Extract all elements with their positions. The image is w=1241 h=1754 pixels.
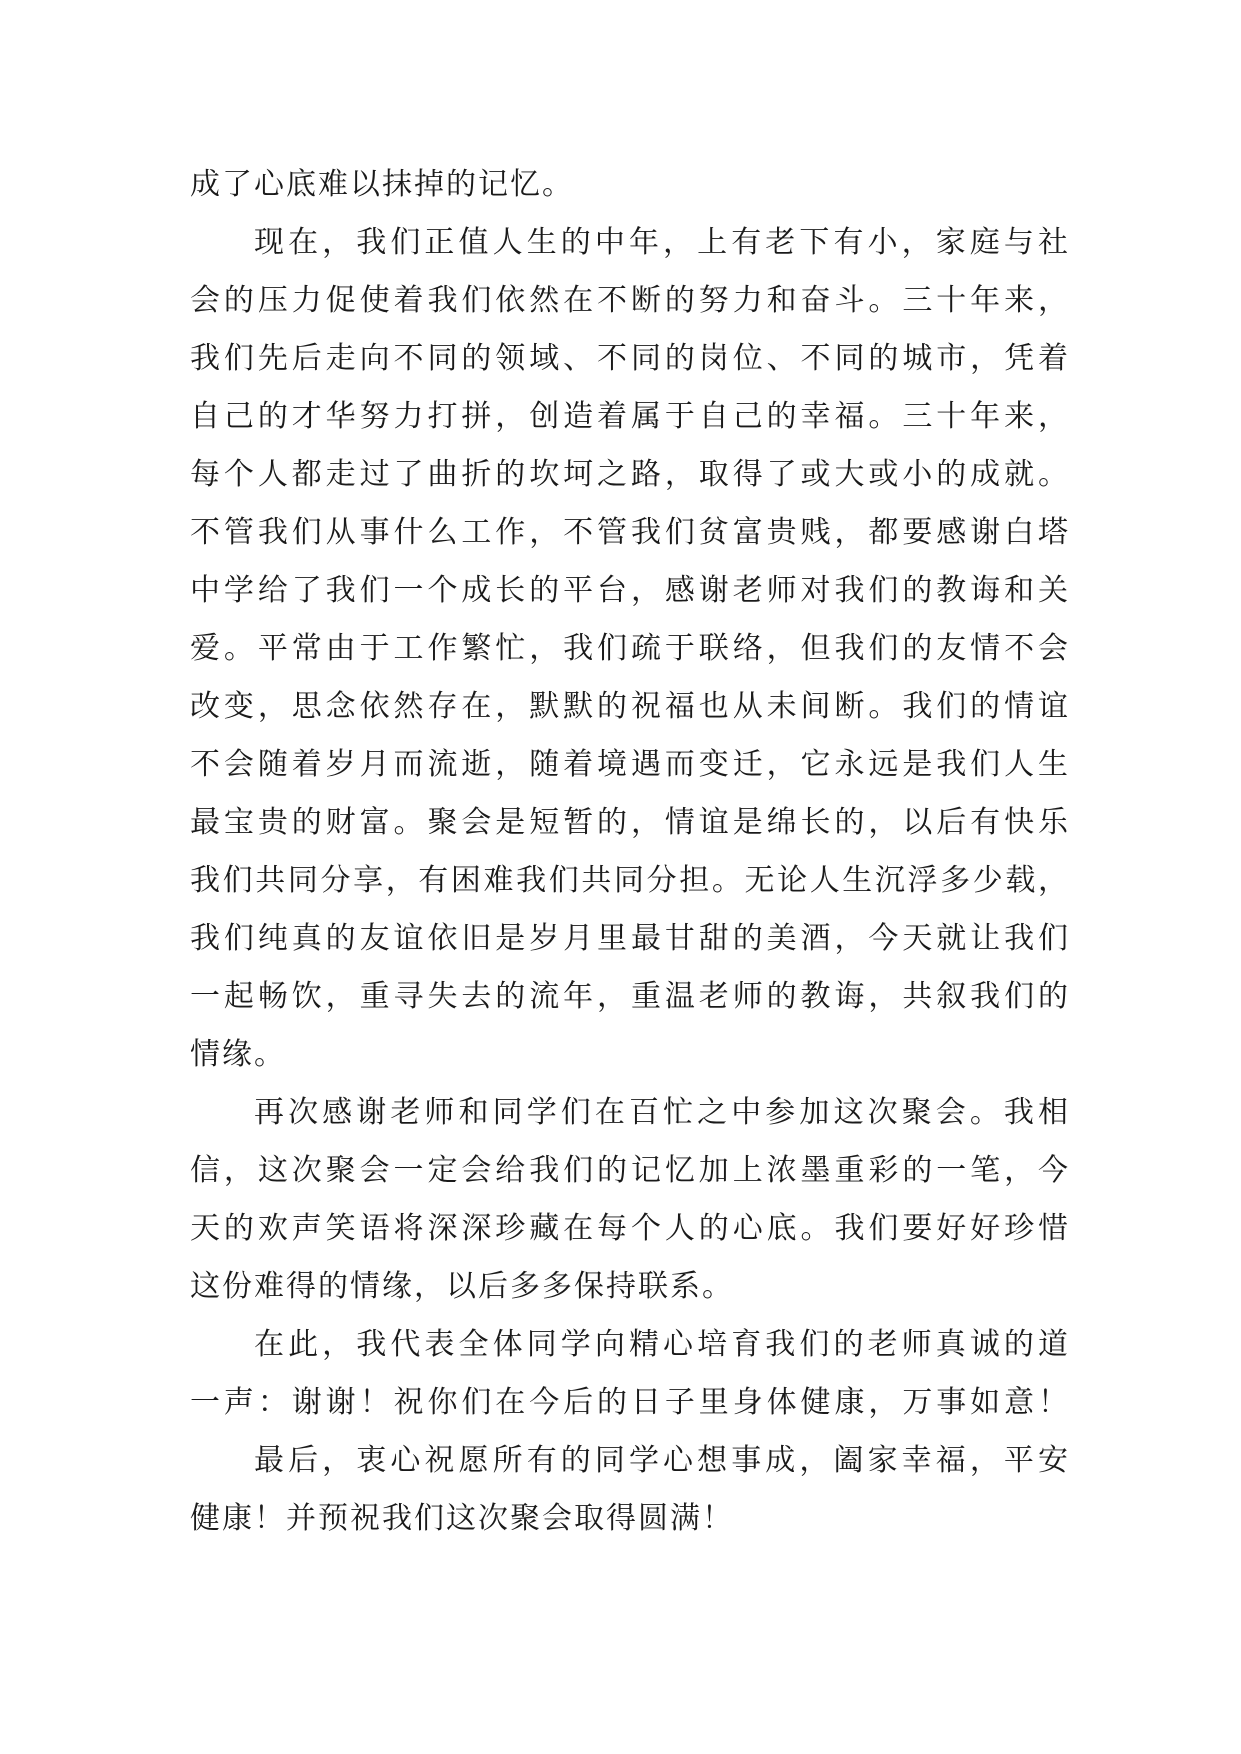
text-line: 我们纯真的友谊依旧是岁月里最甘甜的美酒，今天就让我们 — [190, 921, 1070, 956]
text-line: 情缘。 — [190, 1037, 286, 1072]
text-line: 不管我们从事什么工作，不管我们贫富贵贱，都要感谢白塔 — [190, 515, 1070, 550]
text-line: 我们先后走向不同的领域、不同的岗位、不同的城市，凭着 — [190, 341, 1070, 376]
paragraph-first-line: 在此，我代表全体同学向精心培育我们的老师真诚的道 — [254, 1327, 1070, 1362]
text-line: 最宝贵的财富。聚会是短暂的，情谊是绵长的，以后有快乐 — [190, 805, 1070, 840]
text-line: 一起畅饮，重寻失去的流年，重温老师的教诲，共叙我们的 — [190, 979, 1070, 1014]
text-line: 每个人都走过了曲折的坎坷之路，取得了或大或小的成就。 — [190, 457, 1070, 492]
text-line: 我们共同分享，有困难我们共同分担。无论人生沉浮多少载， — [190, 863, 1070, 898]
paragraph-first-line: 再次感谢老师和同学们在百忙之中参加这次聚会。我相 — [254, 1095, 1070, 1130]
paragraph-first-line: 最后，衷心祝愿所有的同学心想事成，阖家幸福，平安 — [254, 1443, 1070, 1478]
text-line: 会的压力促使着我们依然在不断的努力和奋斗。三十年来， — [190, 283, 1070, 318]
text-line: 一声：谢谢！祝你们在今后的日子里身体健康，万事如意！ — [190, 1385, 1070, 1420]
text-line: 这份难得的情缘，以后多多保持联系。 — [190, 1269, 734, 1304]
text-line: 成了心底难以抹掉的记忆。 — [190, 167, 574, 202]
text-line: 爱。平常由于工作繁忙，我们疏于联络，但我们的友情不会 — [190, 631, 1070, 666]
text-line: 中学给了我们一个成长的平台，感谢老师对我们的教诲和关 — [190, 573, 1070, 608]
text-line: 信，这次聚会一定会给我们的记忆加上浓墨重彩的一笔，今 — [190, 1153, 1070, 1188]
text-line: 自己的才华努力打拼，创造着属于自己的幸福。三十年来， — [190, 399, 1070, 434]
paragraph-first-line: 现在，我们正值人生的中年，上有老下有小，家庭与社 — [254, 225, 1070, 260]
text-line: 天的欢声笑语将深深珍藏在每个人的心底。我们要好好珍惜 — [190, 1211, 1070, 1246]
text-line: 不会随着岁月而流逝，随着境遇而变迁，它永远是我们人生 — [190, 747, 1070, 782]
document-body — [190, 156, 1070, 1548]
text-line: 健康！并预祝我们这次聚会取得圆满！ — [190, 1501, 734, 1536]
text-line: 改变，思念依然存在，默默的祝福也从未间断。我们的情谊 — [190, 689, 1070, 724]
